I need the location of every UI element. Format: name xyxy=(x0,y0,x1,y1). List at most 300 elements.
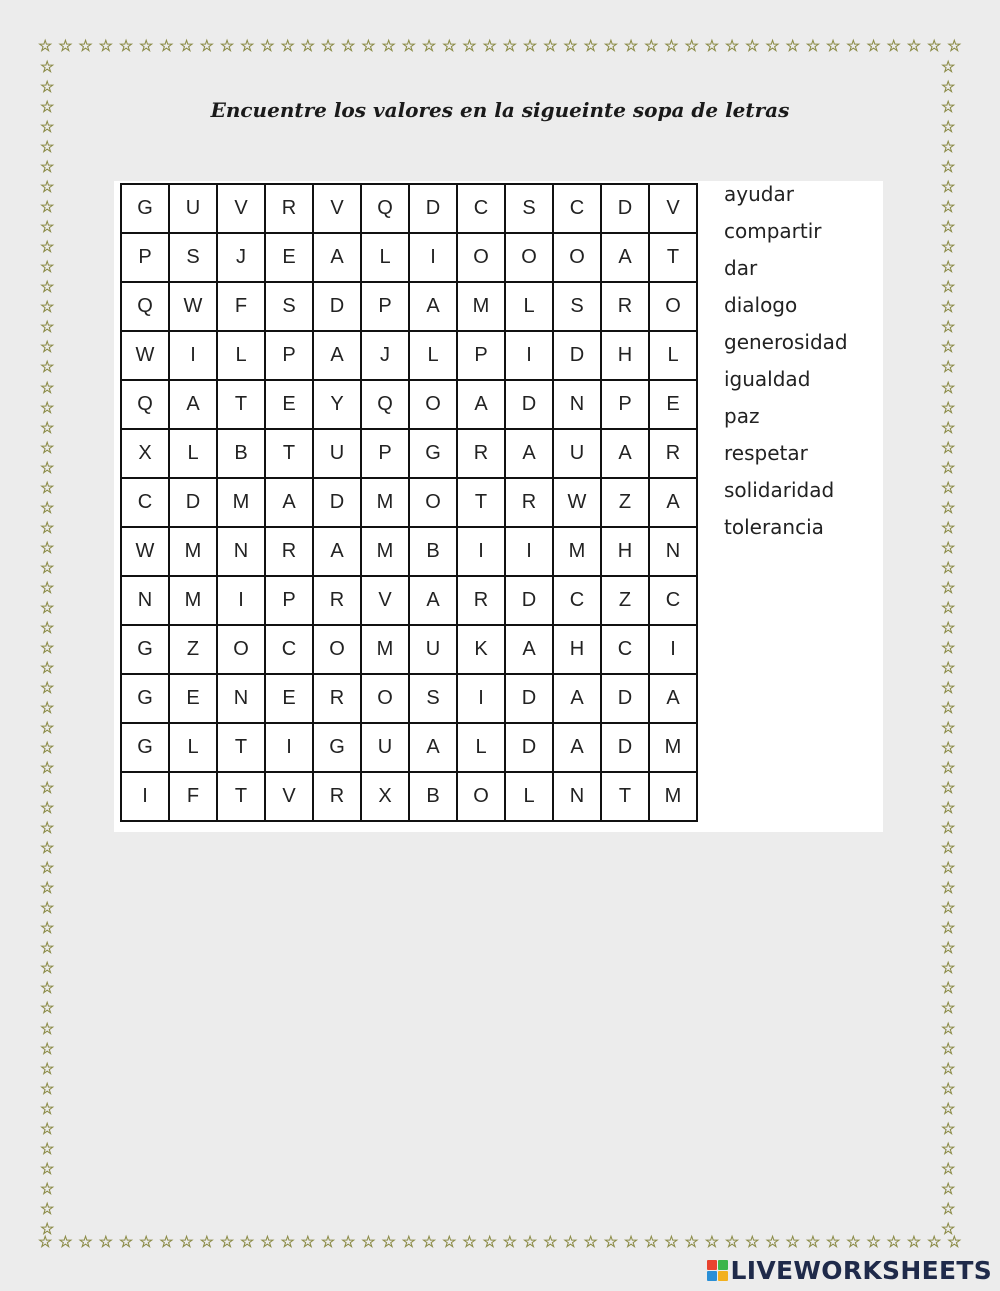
grid-cell[interactable]: C xyxy=(649,576,697,625)
grid-row xyxy=(121,429,697,478)
star-icon: ☆ xyxy=(623,36,639,55)
star-icon: ☆ xyxy=(280,36,295,55)
star-icon: ☆ xyxy=(40,1118,55,1138)
grid-cell[interactable]: F xyxy=(169,772,217,821)
grid-cell[interactable]: I xyxy=(505,527,553,576)
logo-square xyxy=(718,1260,728,1270)
grid-cell[interactable]: C xyxy=(553,576,601,625)
grid-cell[interactable]: O xyxy=(505,233,553,282)
grid-cell[interactable]: R xyxy=(457,429,505,478)
grid-cell[interactable]: V xyxy=(265,772,313,821)
grid-cell[interactable]: I xyxy=(409,233,457,282)
star-icon: ☆ xyxy=(941,798,956,818)
grid-cell[interactable]: D xyxy=(313,478,361,527)
star-icon: ☆ xyxy=(941,958,956,978)
grid-cell[interactable]: A xyxy=(313,527,361,576)
grid-cell[interactable]: A xyxy=(505,429,553,478)
grid-cell[interactable]: B xyxy=(409,527,457,576)
star-icon: ☆ xyxy=(40,137,55,157)
grid-cell[interactable]: N xyxy=(217,527,265,576)
page-title: Encuentre los valores en la sigueinte sopa de letras xyxy=(210,98,790,122)
star-icon: ☆ xyxy=(40,1098,55,1118)
grid-cell[interactable]: I xyxy=(649,625,697,674)
star-icon: ☆ xyxy=(40,177,55,197)
word-list xyxy=(724,181,848,551)
grid-cell[interactable]: G xyxy=(409,429,457,478)
star-icon: ☆ xyxy=(40,1038,55,1058)
grid-cell[interactable]: O xyxy=(361,674,409,723)
star-icon: ☆ xyxy=(941,998,956,1018)
star-icon: ☆ xyxy=(98,1232,113,1251)
grid-cell[interactable]: M xyxy=(649,723,697,772)
star-icon: ☆ xyxy=(825,36,841,55)
grid-cell[interactable]: X xyxy=(121,429,169,478)
grid-cell[interactable]: A xyxy=(409,282,457,331)
star-icon: ☆ xyxy=(941,97,956,117)
star-icon: ☆ xyxy=(40,1078,55,1098)
grid-cell[interactable]: U xyxy=(313,429,361,478)
grid-row xyxy=(121,576,697,625)
grid-cell[interactable]: A xyxy=(265,478,313,527)
star-icon: ☆ xyxy=(941,838,956,858)
grid-cell[interactable]: I xyxy=(217,576,265,625)
grid-cell[interactable]: D xyxy=(169,478,217,527)
star-icon: ☆ xyxy=(941,597,956,617)
grid-row xyxy=(121,184,697,233)
star-icon: ☆ xyxy=(941,577,956,597)
star-icon: ☆ xyxy=(421,36,437,55)
star-icon: ☆ xyxy=(522,1232,538,1251)
grid-cell[interactable]: G xyxy=(121,625,169,674)
star-icon: ☆ xyxy=(139,1232,154,1251)
star-icon: ☆ xyxy=(179,1232,194,1251)
word-list-item: igualdad xyxy=(724,367,811,391)
star-icon: ☆ xyxy=(785,36,800,55)
grid-cell[interactable]: E xyxy=(169,674,217,723)
star-icon: ☆ xyxy=(644,1232,659,1251)
grid-cell[interactable]: T xyxy=(601,772,649,821)
grid-cell[interactable]: E xyxy=(265,380,313,429)
grid-cell[interactable]: A xyxy=(505,625,553,674)
star-icon: ☆ xyxy=(40,898,55,918)
grid-cell[interactable]: M xyxy=(217,478,265,527)
grid-cell[interactable]: T xyxy=(217,380,265,429)
grid-cell[interactable]: E xyxy=(265,674,313,723)
star-icon: ☆ xyxy=(704,36,720,55)
star-icon: ☆ xyxy=(941,237,956,257)
grid-cell[interactable]: U xyxy=(361,723,409,772)
grid-cell[interactable]: P xyxy=(361,429,409,478)
star-icon: ☆ xyxy=(941,437,956,457)
word-list-item: dialogo xyxy=(724,293,798,317)
grid-cell[interactable]: D xyxy=(601,184,649,233)
star-icon: ☆ xyxy=(40,918,55,938)
star-icon: ☆ xyxy=(482,1232,497,1251)
star-icon: ☆ xyxy=(381,36,396,55)
star-icon: ☆ xyxy=(941,758,956,778)
grid-cell[interactable]: O xyxy=(649,282,697,331)
grid-cell[interactable]: O xyxy=(217,625,265,674)
grid-cell[interactable]: M xyxy=(361,478,409,527)
grid-cell[interactable]: U xyxy=(409,625,457,674)
star-icon: ☆ xyxy=(199,36,214,55)
grid-cell[interactable]: A xyxy=(409,576,457,625)
star-icon: ☆ xyxy=(40,597,55,617)
star-icon: ☆ xyxy=(179,36,194,55)
grid-cell[interactable]: P xyxy=(601,380,649,429)
grid-cell[interactable]: L xyxy=(361,233,409,282)
grid-cell[interactable]: D xyxy=(505,380,553,429)
grid-cell[interactable]: G xyxy=(121,184,169,233)
grid-cell[interactable]: D xyxy=(505,674,553,723)
logo-square xyxy=(707,1271,717,1281)
star-icon: ☆ xyxy=(941,277,956,297)
grid-cell[interactable]: G xyxy=(313,723,361,772)
star-icon: ☆ xyxy=(40,657,55,677)
star-icon: ☆ xyxy=(58,36,73,55)
grid-row xyxy=(121,331,697,380)
star-icon: ☆ xyxy=(40,277,55,297)
grid-cell[interactable]: I xyxy=(505,331,553,380)
grid-cell[interactable]: S xyxy=(169,233,217,282)
star-icon: ☆ xyxy=(40,878,55,898)
star-icon: ☆ xyxy=(219,1232,235,1251)
grid-cell[interactable]: A xyxy=(553,674,601,723)
grid-cell[interactable]: B xyxy=(409,772,457,821)
grid-cell[interactable]: R xyxy=(505,478,553,527)
star-icon: ☆ xyxy=(941,1138,956,1158)
star-icon: ☆ xyxy=(805,36,821,55)
grid-cell[interactable]: O xyxy=(457,772,505,821)
star-icon: ☆ xyxy=(724,1232,740,1251)
star-icon: ☆ xyxy=(805,1232,821,1251)
grid-cell[interactable]: A xyxy=(457,380,505,429)
star-icon: ☆ xyxy=(941,317,956,337)
star-icon: ☆ xyxy=(941,417,956,437)
grid-cell[interactable]: C xyxy=(601,625,649,674)
star-icon: ☆ xyxy=(38,36,53,55)
grid-cell[interactable]: Z xyxy=(169,625,217,674)
grid-cell[interactable]: N xyxy=(553,772,601,821)
grid-cell[interactable]: P xyxy=(457,331,505,380)
star-icon: ☆ xyxy=(941,477,956,497)
grid-cell[interactable]: M xyxy=(361,527,409,576)
star-icon: ☆ xyxy=(40,417,55,437)
star-icon: ☆ xyxy=(260,1232,275,1251)
star-icon: ☆ xyxy=(40,838,55,858)
grid-cell[interactable]: T xyxy=(217,772,265,821)
grid-cell[interactable]: R xyxy=(265,184,313,233)
star-icon: ☆ xyxy=(886,36,901,55)
star-icon: ☆ xyxy=(40,1198,55,1218)
star-icon: ☆ xyxy=(846,36,861,55)
star-icon: ☆ xyxy=(40,818,55,838)
star-icon: ☆ xyxy=(644,36,659,55)
grid-cell[interactable]: G xyxy=(121,723,169,772)
star-icon: ☆ xyxy=(941,698,956,717)
grid-cell[interactable]: D xyxy=(505,723,553,772)
grid-cell[interactable]: A xyxy=(169,380,217,429)
grid-cell[interactable]: C xyxy=(553,184,601,233)
star-icon: ☆ xyxy=(603,36,619,55)
grid-cell[interactable]: C xyxy=(265,625,313,674)
grid-cell[interactable]: V xyxy=(313,184,361,233)
grid-cell[interactable]: N xyxy=(217,674,265,723)
star-icon: ☆ xyxy=(40,1158,55,1178)
grid-cell[interactable]: A xyxy=(649,674,697,723)
grid-cell[interactable]: I xyxy=(169,331,217,380)
grid-cell[interactable]: P xyxy=(265,576,313,625)
grid-cell[interactable]: H xyxy=(553,625,601,674)
grid-cell[interactable]: P xyxy=(121,233,169,282)
star-icon: ☆ xyxy=(421,1232,437,1251)
star-icon: ☆ xyxy=(401,1232,416,1251)
star-border-right xyxy=(941,58,955,1238)
grid-cell[interactable]: R xyxy=(313,772,361,821)
star-icon: ☆ xyxy=(543,1232,558,1251)
word-search-panel xyxy=(114,181,883,832)
word-list-item: solidaridad xyxy=(724,478,835,502)
grid-cell[interactable]: R xyxy=(649,429,697,478)
grid-cell[interactable]: X xyxy=(361,772,409,821)
grid-cell[interactable]: Q xyxy=(121,380,169,429)
grid-cell[interactable]: W xyxy=(121,331,169,380)
star-icon: ☆ xyxy=(785,1232,800,1251)
star-icon: ☆ xyxy=(941,217,956,237)
star-icon: ☆ xyxy=(941,898,956,918)
grid-cell[interactable]: T xyxy=(649,233,697,282)
grid-cell[interactable]: W xyxy=(169,282,217,331)
star-icon: ☆ xyxy=(98,36,113,55)
grid-cell[interactable]: D xyxy=(313,282,361,331)
star-icon: ☆ xyxy=(603,1232,619,1251)
grid-cell[interactable]: D xyxy=(409,184,457,233)
grid-cell[interactable]: H xyxy=(601,527,649,576)
grid-cell[interactable]: U xyxy=(169,184,217,233)
grid-cell[interactable]: Q xyxy=(361,184,409,233)
grid-cell[interactable]: P xyxy=(361,282,409,331)
star-icon: ☆ xyxy=(684,36,699,55)
star-icon: ☆ xyxy=(78,1232,93,1251)
grid-cell[interactable]: A xyxy=(601,233,649,282)
grid-cell[interactable]: J xyxy=(361,331,409,380)
star-icon: ☆ xyxy=(926,36,942,55)
star-icon: ☆ xyxy=(40,1218,55,1238)
grid-cell[interactable]: L xyxy=(169,429,217,478)
star-icon: ☆ xyxy=(361,1232,376,1251)
grid-cell[interactable]: L xyxy=(505,282,553,331)
grid-cell[interactable]: N xyxy=(121,576,169,625)
grid-cell[interactable]: O xyxy=(409,478,457,527)
grid-cell[interactable]: V xyxy=(361,576,409,625)
star-icon: ☆ xyxy=(40,738,55,758)
star-icon: ☆ xyxy=(40,758,55,778)
grid-cell[interactable]: N xyxy=(649,527,697,576)
grid-cell[interactable]: U xyxy=(553,429,601,478)
grid-cell[interactable]: Q xyxy=(121,282,169,331)
grid-cell[interactable]: L xyxy=(457,723,505,772)
star-border-left xyxy=(40,58,54,1238)
word-list-item: compartir xyxy=(724,219,822,243)
grid-cell[interactable]: O xyxy=(457,233,505,282)
grid-cell[interactable]: V xyxy=(217,184,265,233)
grid-cell[interactable]: M xyxy=(169,527,217,576)
star-icon: ☆ xyxy=(38,1232,53,1251)
liveworksheets-logo[interactable] xyxy=(707,1256,992,1285)
grid-cell[interactable]: W xyxy=(121,527,169,576)
grid-cell[interactable]: D xyxy=(553,331,601,380)
grid-cell[interactable]: R xyxy=(601,282,649,331)
grid-cell[interactable]: L xyxy=(409,331,457,380)
star-icon: ☆ xyxy=(563,1232,578,1251)
grid-cell[interactable]: I xyxy=(457,527,505,576)
grid-cell[interactable]: L xyxy=(217,331,265,380)
grid-cell[interactable]: N xyxy=(553,380,601,429)
grid-cell[interactable]: V xyxy=(649,184,697,233)
grid-cell[interactable]: E xyxy=(649,380,697,429)
star-icon: ☆ xyxy=(381,1232,396,1251)
star-icon: ☆ xyxy=(704,1232,720,1251)
grid-cell[interactable]: A xyxy=(649,478,697,527)
grid-cell[interactable]: H xyxy=(601,331,649,380)
grid-cell[interactable]: M xyxy=(649,772,697,821)
grid-cell[interactable]: M xyxy=(553,527,601,576)
star-icon: ☆ xyxy=(40,617,55,637)
star-icon: ☆ xyxy=(941,337,956,357)
star-icon: ☆ xyxy=(40,718,55,738)
star-icon: ☆ xyxy=(341,36,356,55)
grid-cell[interactable]: M xyxy=(169,576,217,625)
star-icon: ☆ xyxy=(40,858,55,878)
star-icon: ☆ xyxy=(40,637,55,657)
star-icon: ☆ xyxy=(941,457,956,477)
grid-row xyxy=(121,674,697,723)
grid-cell[interactable]: C xyxy=(457,184,505,233)
grid-cell[interactable]: J xyxy=(217,233,265,282)
star-icon: ☆ xyxy=(401,36,416,55)
grid-cell[interactable]: Z xyxy=(601,576,649,625)
grid-cell[interactable]: C xyxy=(121,478,169,527)
grid-cell[interactable]: S xyxy=(505,184,553,233)
grid-cell[interactable]: I xyxy=(121,772,169,821)
grid-cell[interactable]: P xyxy=(265,331,313,380)
grid-row xyxy=(121,478,697,527)
grid-cell[interactable]: W xyxy=(553,478,601,527)
grid-cell[interactable]: S xyxy=(553,282,601,331)
grid-cell[interactable]: I xyxy=(265,723,313,772)
star-icon: ☆ xyxy=(40,677,55,697)
star-icon: ☆ xyxy=(866,36,881,55)
grid-cell[interactable]: O xyxy=(553,233,601,282)
star-icon: ☆ xyxy=(941,878,956,898)
star-icon: ☆ xyxy=(941,818,956,838)
star-icon: ☆ xyxy=(40,217,55,237)
grid-cell[interactable]: R xyxy=(457,576,505,625)
star-icon: ☆ xyxy=(846,1232,861,1251)
grid-row xyxy=(121,772,697,821)
star-icon: ☆ xyxy=(941,1058,956,1078)
star-icon: ☆ xyxy=(40,497,55,517)
grid-cell[interactable]: A xyxy=(409,723,457,772)
grid-cell[interactable]: T xyxy=(217,723,265,772)
star-icon: ☆ xyxy=(941,257,956,277)
grid-cell[interactable]: A xyxy=(601,429,649,478)
grid-cell[interactable]: O xyxy=(313,625,361,674)
grid-cell[interactable]: D xyxy=(601,674,649,723)
grid-cell[interactable]: M xyxy=(457,282,505,331)
word-list-item: generosidad xyxy=(724,330,848,354)
grid-cell[interactable]: T xyxy=(457,478,505,527)
grid-cell[interactable]: R xyxy=(265,527,313,576)
star-icon: ☆ xyxy=(941,357,956,377)
grid-cell[interactable]: Y xyxy=(313,380,361,429)
grid-cell[interactable]: D xyxy=(505,576,553,625)
word-list-item: paz xyxy=(724,404,760,428)
grid-cell[interactable]: A xyxy=(313,233,361,282)
grid-cell[interactable]: O xyxy=(409,380,457,429)
star-icon: ☆ xyxy=(941,657,956,677)
star-icon: ☆ xyxy=(684,1232,699,1251)
grid-cell[interactable]: Z xyxy=(601,478,649,527)
star-icon: ☆ xyxy=(159,1232,174,1251)
star-icon: ☆ xyxy=(941,537,956,557)
star-icon: ☆ xyxy=(947,36,962,55)
star-icon: ☆ xyxy=(40,397,55,417)
grid-cell[interactable]: Q xyxy=(361,380,409,429)
grid-cell[interactable]: L xyxy=(169,723,217,772)
star-icon: ☆ xyxy=(442,1232,457,1251)
star-icon: ☆ xyxy=(300,1232,315,1251)
star-icon: ☆ xyxy=(664,1232,679,1251)
grid-cell[interactable]: M xyxy=(361,625,409,674)
grid-cell[interactable]: F xyxy=(217,282,265,331)
star-icon: ☆ xyxy=(139,36,154,55)
star-icon: ☆ xyxy=(40,157,55,177)
grid-cell[interactable]: B xyxy=(217,429,265,478)
star-icon: ☆ xyxy=(118,36,134,55)
grid-cell[interactable]: R xyxy=(313,674,361,723)
grid-cell[interactable]: G xyxy=(121,674,169,723)
grid-cell[interactable]: I xyxy=(457,674,505,723)
star-icon: ☆ xyxy=(941,677,956,697)
star-icon: ☆ xyxy=(941,778,956,798)
star-icon: ☆ xyxy=(941,377,956,397)
star-icon: ☆ xyxy=(941,197,956,217)
grid-cell[interactable]: S xyxy=(265,282,313,331)
grid-cell[interactable]: A xyxy=(553,723,601,772)
star-icon: ☆ xyxy=(40,357,55,377)
grid-cell[interactable]: A xyxy=(313,331,361,380)
grid-cell[interactable]: L xyxy=(505,772,553,821)
star-icon: ☆ xyxy=(58,1232,73,1251)
grid-cell[interactable]: R xyxy=(313,576,361,625)
grid-row xyxy=(121,625,697,674)
grid-cell[interactable]: L xyxy=(649,331,697,380)
star-border-top xyxy=(38,37,962,55)
grid-cell[interactable]: E xyxy=(265,233,313,282)
logo-square xyxy=(718,1271,728,1281)
grid-cell[interactable]: T xyxy=(265,429,313,478)
grid-cell[interactable]: D xyxy=(601,723,649,772)
grid-cell[interactable]: S xyxy=(409,674,457,723)
star-icon: ☆ xyxy=(260,36,275,55)
star-icon: ☆ xyxy=(765,36,780,55)
star-icon: ☆ xyxy=(40,57,55,76)
star-icon: ☆ xyxy=(40,117,55,137)
star-icon: ☆ xyxy=(502,1232,518,1251)
grid-cell[interactable]: K xyxy=(457,625,505,674)
star-icon: ☆ xyxy=(941,57,956,76)
